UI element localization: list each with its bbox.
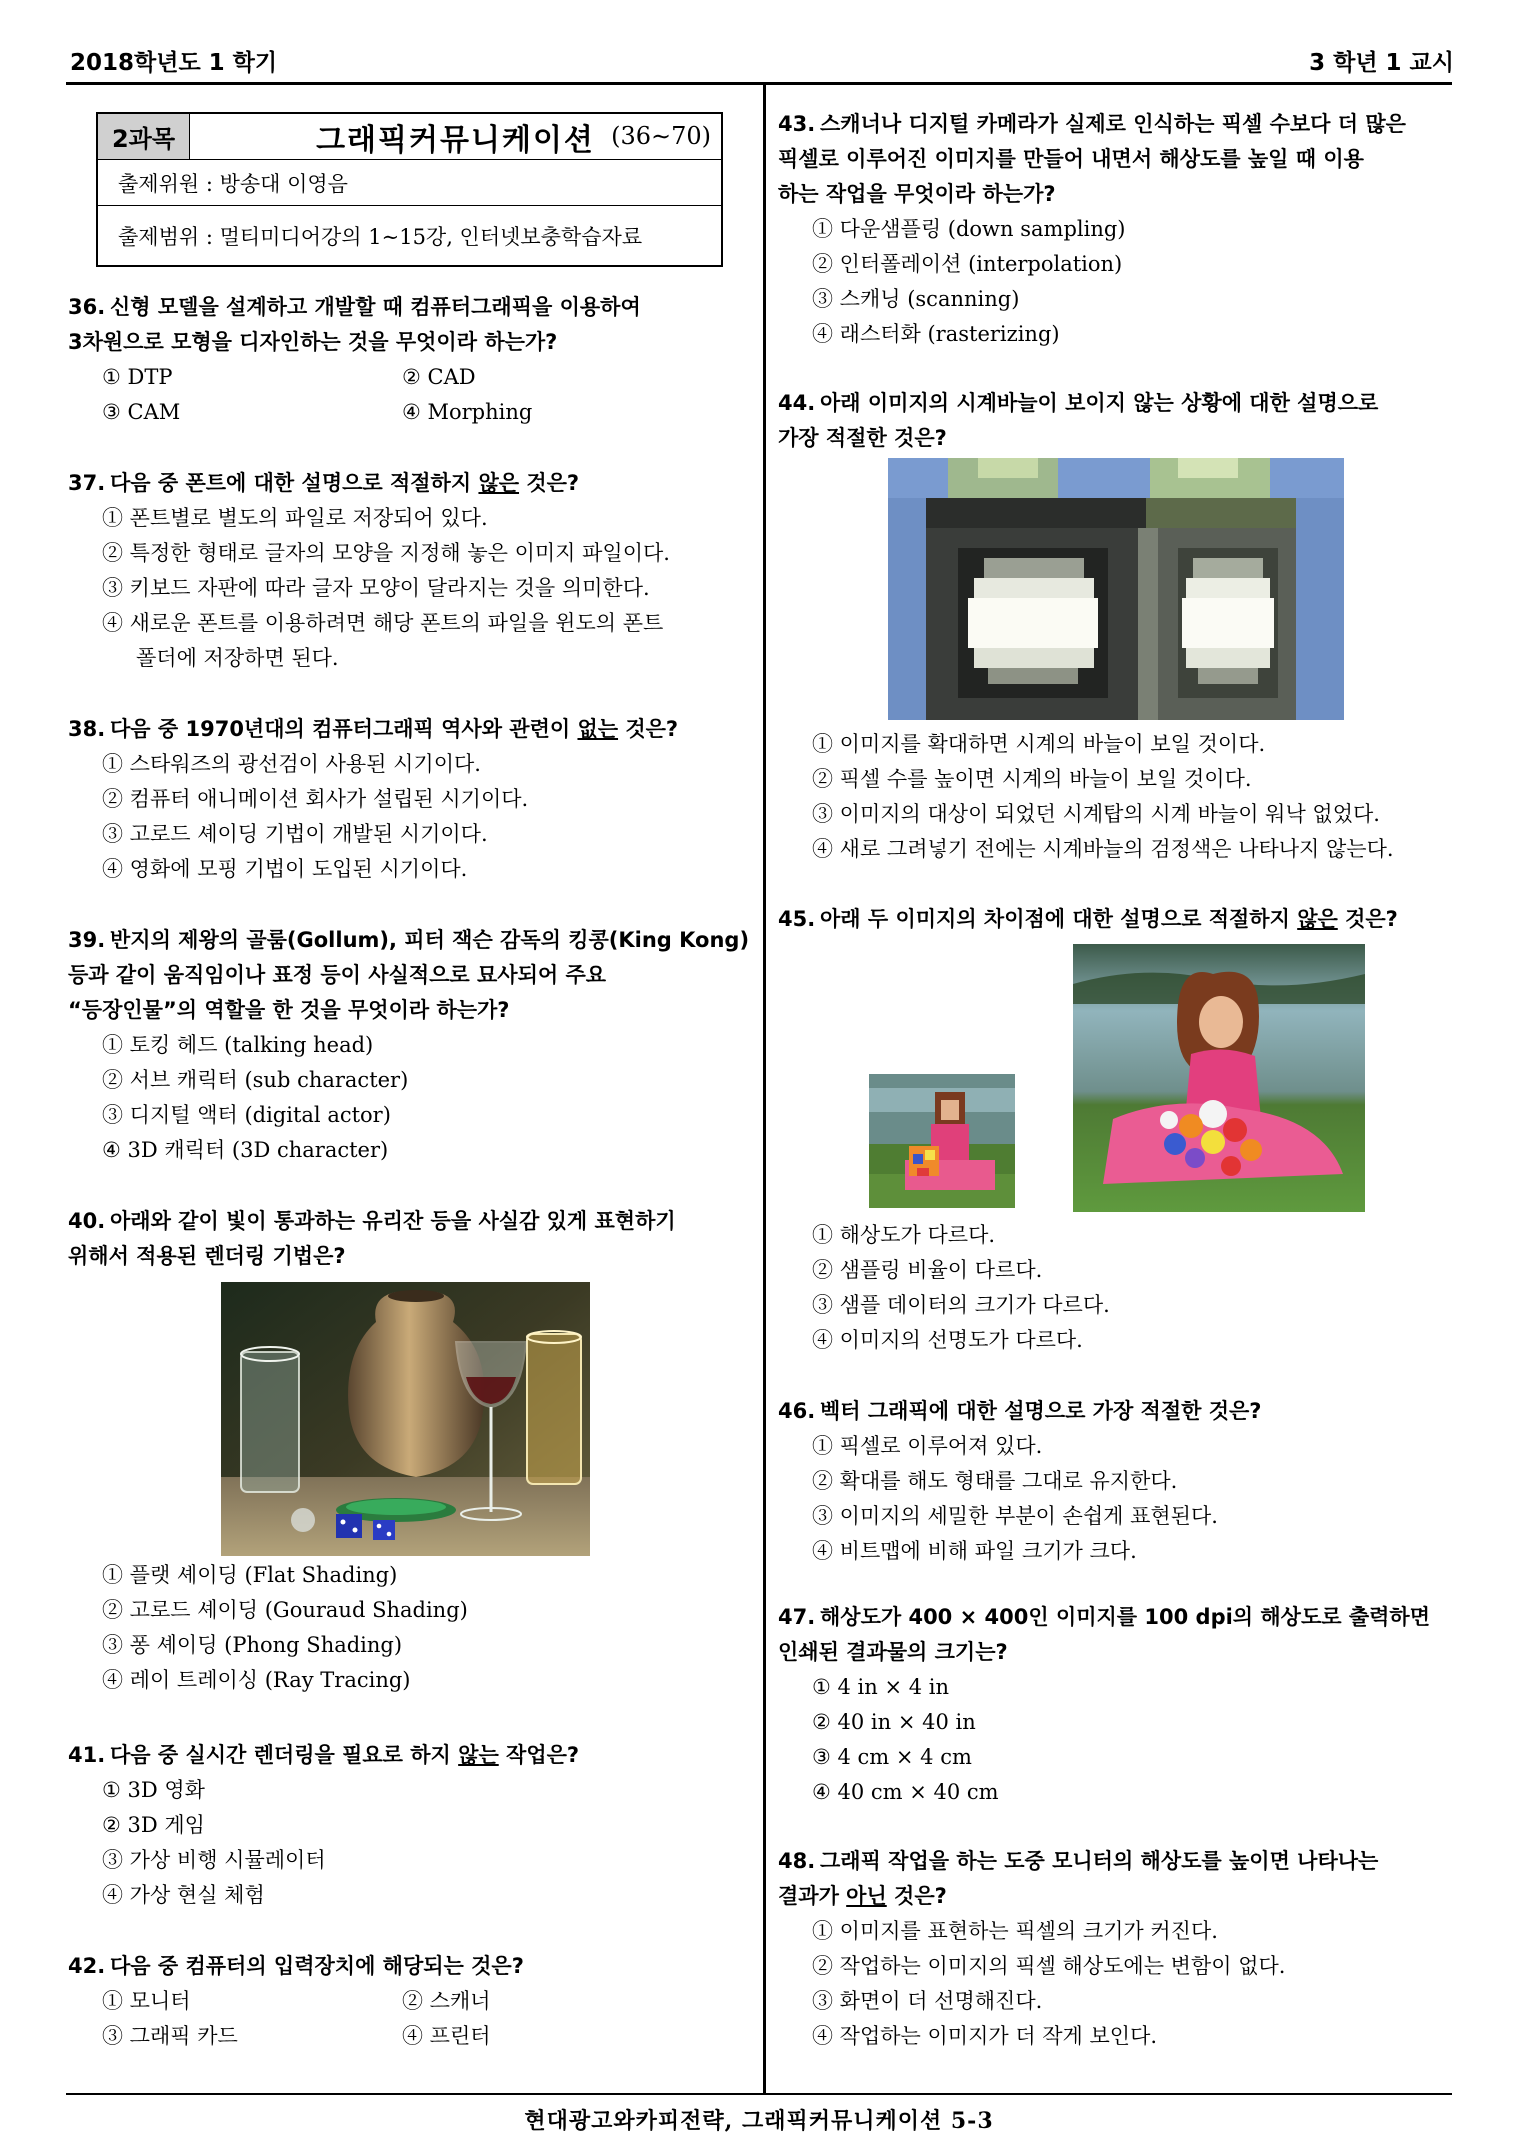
option-3[interactable]: ③ 디지털 액터 (digital actor) xyxy=(102,1103,391,1127)
question-42: 42. 다음 중 컴퓨터의 입력장치에 해당되는 것은? ① 모니터 ② 스캐너 ③ 그래픽 카드 ④ 프린터 xyxy=(68,1949,758,2054)
option-4[interactable]: ④ 40 cm × 40 cm xyxy=(812,1780,999,1804)
subject-scope: 출제범위 : 멀티미디어강의 1∼15강, 인터넷보충학습자료 xyxy=(118,224,643,249)
option-4[interactable]: ④ 프린터 xyxy=(402,2024,491,2048)
option-4[interactable]: ④ 새로운 폰트를 이용하려면 해당 폰트의 파일을 윈도의 폰트 xyxy=(102,611,664,635)
pixelated-clock-image xyxy=(888,458,1344,720)
option-2[interactable]: ② 픽셀 수를 높이면 시계의 바늘이 보일 것이다. xyxy=(812,767,1252,791)
option-2[interactable]: ② 스캐너 xyxy=(402,1989,491,2013)
question-43: 43. 스캐너나 디지털 카메라가 실제로 인식하는 픽셀 수보다 더 많은 픽셀로 이루어진 이미지를 만들어 내면서 해상도를 높일 때 이용 하는 작업을 무엇이라 하는가? ① 다운샘플링 (down sampling) ② 인터폴레이션 (interpolation) ③ 스캐닝 (scanning) ④ 래스터화 (rasterizing) xyxy=(778,107,1460,352)
ray-traced-glass-image xyxy=(221,1282,590,1556)
question-38: 38. 다음 중 1970년대의 컴퓨터그래픽 역사와 관련이 없는 것은? ① 스타워즈의 광선검이 사용된 시기이다. ② 컴퓨터 애니메이션 회사가 설립된 시기이다. ③ 고로드 셰이딩 기법이 개발된 시기이다. ④ 영화에 모핑 기법이 도입된 시기이다. xyxy=(68,712,758,887)
option-2[interactable]: ② 작업하는 이미지의 픽셀 해상도에는 변함이 없다. xyxy=(812,1954,1286,1978)
question-36: 36. 신형 모델을 설계하고 개발할 때 컴퓨터그래픽을 이용하여 3차원으로 모형을 디자인하는 것을 무엇이라 하는가? ① DTP ② CAD ③ CAM ④ Morphing xyxy=(68,290,758,430)
option-1[interactable]: ① 스타워즈의 광선검이 사용된 시기이다. xyxy=(102,752,481,776)
option-4[interactable]: ④ 3D 캐릭터 (3D character) xyxy=(102,1138,389,1162)
question-stem: 신형 모델을 설계하고 개발할 때 컴퓨터그래픽을 이용하여 xyxy=(110,295,641,319)
option-4-cont: 폴더에 저장하면 된다. xyxy=(136,646,339,670)
option-4[interactable]: ④ 이미지의 선명도가 다르다. xyxy=(812,1328,1083,1352)
option-1[interactable]: ① 다운샘플링 (down sampling) xyxy=(812,217,1126,241)
option-2[interactable]: ② 샘플링 비율이 다르다. xyxy=(812,1258,1043,1282)
option-2[interactable]: ② 서브 캐릭터 (sub character) xyxy=(102,1068,409,1092)
option-2[interactable]: ② 3D 게임 xyxy=(102,1813,205,1837)
option-1[interactable]: ① DTP xyxy=(102,365,173,389)
option-3[interactable]: ③ 고로드 셰이딩 기법이 개발된 시기이다. xyxy=(102,822,488,846)
option-3[interactable]: ③ 스캐닝 (scanning) xyxy=(812,287,1020,311)
option-3[interactable]: ③ 키보드 자판에 따라 글자 모양이 달라지는 것을 의미한다. xyxy=(102,576,650,600)
option-1[interactable]: ① 4 in × 4 in xyxy=(812,1675,950,1699)
option-2[interactable]: ② 특정한 형태로 글자의 모양을 지정해 놓은 이미지 파일이다. xyxy=(102,541,670,565)
girl-flowers-small-image xyxy=(869,1074,1015,1208)
option-3[interactable]: ③ 가상 비행 시뮬레이터 xyxy=(102,1848,326,1872)
option-3[interactable]: ③ 화면이 더 선명해진다. xyxy=(812,1989,1043,2013)
option-1[interactable]: ① 모니터 xyxy=(102,1989,191,2013)
option-1[interactable]: ① 폰트별로 별도의 파일로 저장되어 있다. xyxy=(102,506,488,530)
question-44: 44. 아래 이미지의 시계바늘이 보이지 않는 상황에 대한 설명으로 가장 적절한 것은? xyxy=(778,391,1379,450)
option-4[interactable]: ④ 새로 그려넣기 전에는 시계바늘의 검정색은 나타나지 않는다. xyxy=(812,837,1394,861)
exam-term-label: 2018학년도 1 학기 xyxy=(70,50,278,76)
option-4[interactable]: ④ 래스터화 (rasterizing) xyxy=(812,322,1060,346)
option-1[interactable]: ① 이미지를 확대하면 시계의 바늘이 보일 것이다. xyxy=(812,732,1266,756)
option-4[interactable]: ④ 비트맵에 비해 파일 크기가 크다. xyxy=(812,1539,1137,1563)
subject-info-box xyxy=(96,112,723,267)
option-1[interactable]: ① 픽셀로 이루어져 있다. xyxy=(812,1434,1043,1458)
option-3[interactable]: ③ 퐁 셰이딩 (Phong Shading) xyxy=(102,1633,403,1657)
option-3[interactable]: ③ 이미지의 대상이 되었던 시계탑의 시계 바늘이 워낙 없었다. xyxy=(812,802,1380,826)
option-1[interactable]: ① 해상도가 다르다. xyxy=(812,1223,996,1247)
option-2[interactable]: ② CAD xyxy=(402,365,476,389)
option-4[interactable]: ④ 가상 현실 체험 xyxy=(102,1883,265,1907)
question-47: 47. 해상도가 400 × 400인 이미지를 100 dpi의 해상도로 출력하면 인쇄된 결과물의 크기는? ① 4 in × 4 in ② 40 in × 40 in ③ 4 cm × 4 cm ④ 40 cm × 40 cm xyxy=(778,1600,1460,1810)
option-4[interactable]: ④ 레이 트레이싱 (Ray Tracing) xyxy=(102,1668,411,1692)
question-45-options xyxy=(778,1218,1460,1358)
option-2[interactable]: ② 40 in × 40 in xyxy=(812,1710,976,1734)
bottom-divider xyxy=(66,2093,1452,2095)
option-3[interactable]: ③ CAM xyxy=(102,400,181,424)
question-45: 45. 아래 두 이미지의 차이점에 대한 설명으로 적절하지 않은 것은? xyxy=(778,907,1398,931)
question-48: 48. 그래픽 작업을 하는 도중 모니터의 해상도를 높이면 나타나는 결과가 아닌 것은? ① 이미지를 표현하는 픽셀의 크기가 커진다. ② 작업하는 이미지의 픽셀 해상도에는 변함이 없다. ③ 화면이 더 선명해진다. ④ 작업하는 이미지가 더 작게 보인다. xyxy=(778,1844,1460,2054)
column-divider xyxy=(763,84,766,2095)
subject-tag: 2과목 xyxy=(98,114,190,159)
question-41: 41. 다음 중 실시간 렌더링을 필요로 하지 않는 작업은? ① 3D 영화 ② 3D 게임 ③ 가상 비행 시뮬레이터 ④ 가상 현실 체험 xyxy=(68,1738,758,1913)
option-1[interactable]: ① 3D 영화 xyxy=(102,1778,205,1802)
option-2[interactable]: ② 고로드 셰이딩 (Gouraud Shading) xyxy=(102,1598,468,1622)
option-1[interactable]: ① 이미지를 표현하는 픽셀의 크기가 커진다. xyxy=(812,1919,1218,1943)
option-3[interactable]: ③ 샘플 데이터의 크기가 다르다. xyxy=(812,1293,1110,1317)
question-stem-cont: 3차원으로 모형을 디자인하는 것을 무엇이라 하는가? xyxy=(68,330,558,354)
question-40-options xyxy=(68,1558,758,1698)
option-4[interactable]: ④ 작업하는 이미지가 더 작게 보인다. xyxy=(812,2024,1158,2048)
question-39: 39. 반지의 제왕의 골룸(Gollum), 피터 잭슨 감독의 킹콩(King Kong) 등과 같이 움직임이나 표정 등이 사실적으로 묘사되어 주요 “등장인물”의 역할을 한 것을 무엇이라 하는가? ① 토킹 헤드 (talking head) ② 서브 캐릭터 (sub character) ③ 디지털 액터 (digital actor) ④ 3D 캐릭터 (3D character) xyxy=(68,923,758,1168)
question-37: 37. 다음 중 폰트에 대한 설명으로 적절하지 않은 것은? ① 폰트별로 별도의 파일로 저장되어 있다. ② 특정한 형태로 글자의 모양을 지정해 놓은 이미지 파일이다. ③ 키보드 자판에 따라 글자 모양이 달라지는 것을 의미한다. ④ 새로운 폰트를 이용하려면 해당 폰트의 파일을 윈도의 폰트 폴더에 저장하면 된다. xyxy=(68,466,758,676)
option-2[interactable]: ② 컴퓨터 애니메이션 회사가 설립된 시기이다. xyxy=(102,787,529,811)
top-divider xyxy=(66,82,1452,85)
option-4[interactable]: ④ 영화에 모핑 기법이 도입된 시기이다. xyxy=(102,857,468,881)
girl-flowers-large-image xyxy=(1073,944,1365,1212)
option-2[interactable]: ② 인터폴레이션 (interpolation) xyxy=(812,252,1123,276)
question-46: 46. 벡터 그래픽에 대한 설명으로 가장 적절한 것은? ① 픽셀로 이루어져 있다. ② 확대를 해도 형태를 그대로 유지한다. ③ 이미지의 세밀한 부분이 손쉽게 표현된다. ④ 비트맵에 비해 파일 크기가 크다. xyxy=(778,1394,1460,1569)
option-3[interactable]: ③ 4 cm × 4 cm xyxy=(812,1745,972,1769)
option-3[interactable]: ③ 그래픽 카드 xyxy=(102,2024,238,2048)
subject-author: 출제위원 : 방송대 이영음 xyxy=(98,160,721,206)
question-40: 40. 아래와 같이 빛이 통과하는 유리잔 등을 사실감 있게 표현하기 위해서 적용된 렌더링 기법은? xyxy=(68,1209,676,1268)
exam-grade-period-label: 3 학년 1 교시 xyxy=(1309,50,1454,76)
option-1[interactable]: ① 토킹 헤드 (talking head) xyxy=(102,1033,374,1057)
option-3[interactable]: ③ 이미지의 세밀한 부분이 손쉽게 표현된다. xyxy=(812,1504,1218,1528)
subject-title: 그래픽커뮤니케이션 xyxy=(316,122,595,158)
option-4[interactable]: ④ Morphing xyxy=(402,400,533,424)
question-44-options xyxy=(778,727,1460,867)
option-2[interactable]: ② 확대를 해도 형태를 그대로 유지한다. xyxy=(812,1469,1178,1493)
question-range: (36∼70) xyxy=(611,122,711,150)
option-1[interactable]: ① 플랫 셰이딩 (Flat Shading) xyxy=(102,1563,398,1587)
page-footer: 현대광고와카피전략, 그래픽커뮤니케이션 5-3 xyxy=(524,2108,994,2134)
